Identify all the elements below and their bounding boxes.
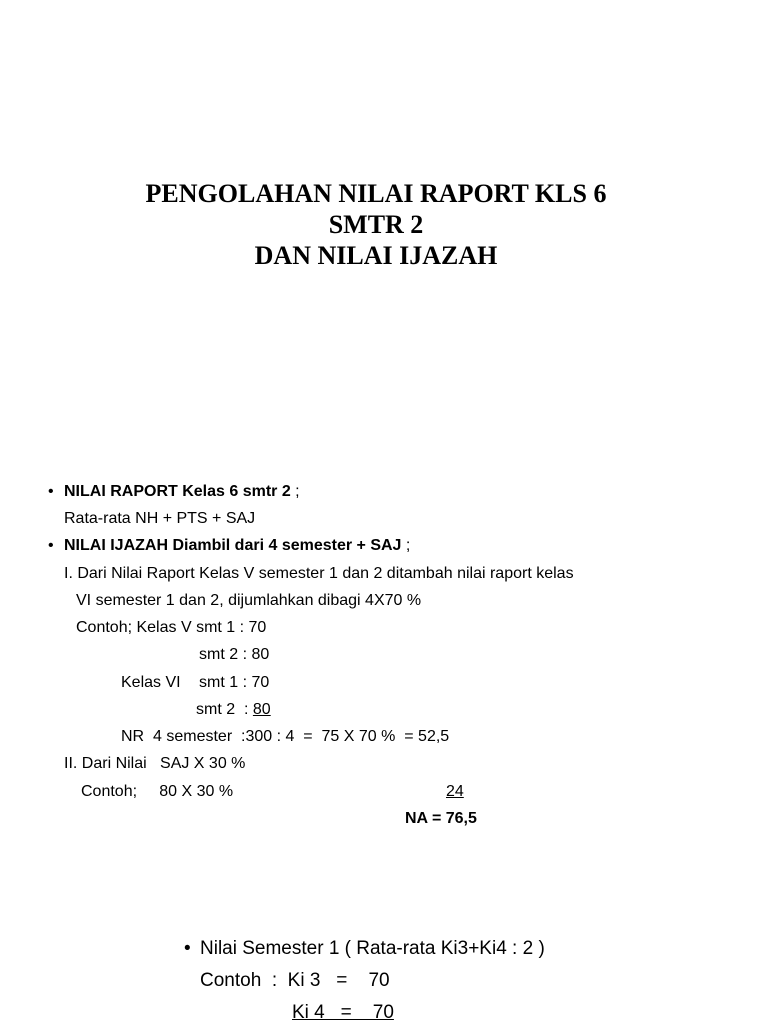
- part2-line: II. Dari Nilai SAJ X 30 %: [64, 755, 246, 772]
- example-kelas5-smt2: smt 2 : 80: [199, 646, 270, 663]
- nilai-raport-heading-bold: NILAI RAPORT Kelas 6 smtr 2: [64, 483, 291, 500]
- nilai-raport-heading: [64, 482, 300, 502]
- page-title-line-3: DAN NILAI IJAZAH: [254, 241, 498, 270]
- page-title-line-2: SMTR 2: [328, 210, 424, 239]
- example-kelas6-smt2-value: 80: [252, 701, 271, 718]
- part1-line-1: I. Dari Nilai Raport Kelas V semester 1 dan 2 ditambah nilai raport kelas: [64, 565, 574, 582]
- nilai-raport-heading-tail: ;: [290, 483, 300, 500]
- nilai-raport-formula: Rata-rata NH + PTS + SAJ: [64, 510, 256, 527]
- nilai-ijazah-heading: [64, 536, 410, 556]
- part1-line-2: VI semester 1 dan 2, dijumlahkan dibagi 4X70 %: [76, 592, 422, 609]
- page-title-line-1: PENGOLAHAN NILAI RAPORT KLS 6: [145, 179, 607, 208]
- bullet-nilai-raport: •: [48, 483, 54, 500]
- nilai-semester-heading: Nilai Semester 1 ( Rata-rata Ki3+Ki4 : 2 ): [200, 938, 545, 959]
- nilai-ijazah-heading-tail: ;: [401, 537, 411, 554]
- example-ki3: Contoh : Ki 3 = 70: [200, 970, 390, 991]
- part2-example: Contoh; 80 X 30 %: [81, 783, 234, 800]
- example-kelas6-smt2-label: smt 2 :: [196, 701, 253, 718]
- part2-result: 24: [446, 783, 464, 800]
- example-kelas6-smt1: smt 1 : 70: [199, 674, 270, 691]
- example-kelas6-label: Kelas VI: [121, 674, 181, 691]
- bullet-nilai-ijazah: •: [48, 537, 54, 554]
- example-ki4: Ki 4 = 70: [292, 1002, 394, 1023]
- bullet-nilai-semester: •: [184, 938, 191, 959]
- example-kelas6-smt2: [196, 700, 271, 720]
- nilai-ijazah-heading-bold: NILAI IJAZAH Diambil dari 4 semester + SAJ: [64, 537, 402, 554]
- na-result: NA = 76,5: [405, 810, 477, 827]
- nr-4-semester-line: NR 4 semester :300 : 4 = 75 X 70 % = 52,5: [121, 728, 450, 745]
- example-kelas5-smt1: Contoh; Kelas V smt 1 : 70: [76, 619, 267, 636]
